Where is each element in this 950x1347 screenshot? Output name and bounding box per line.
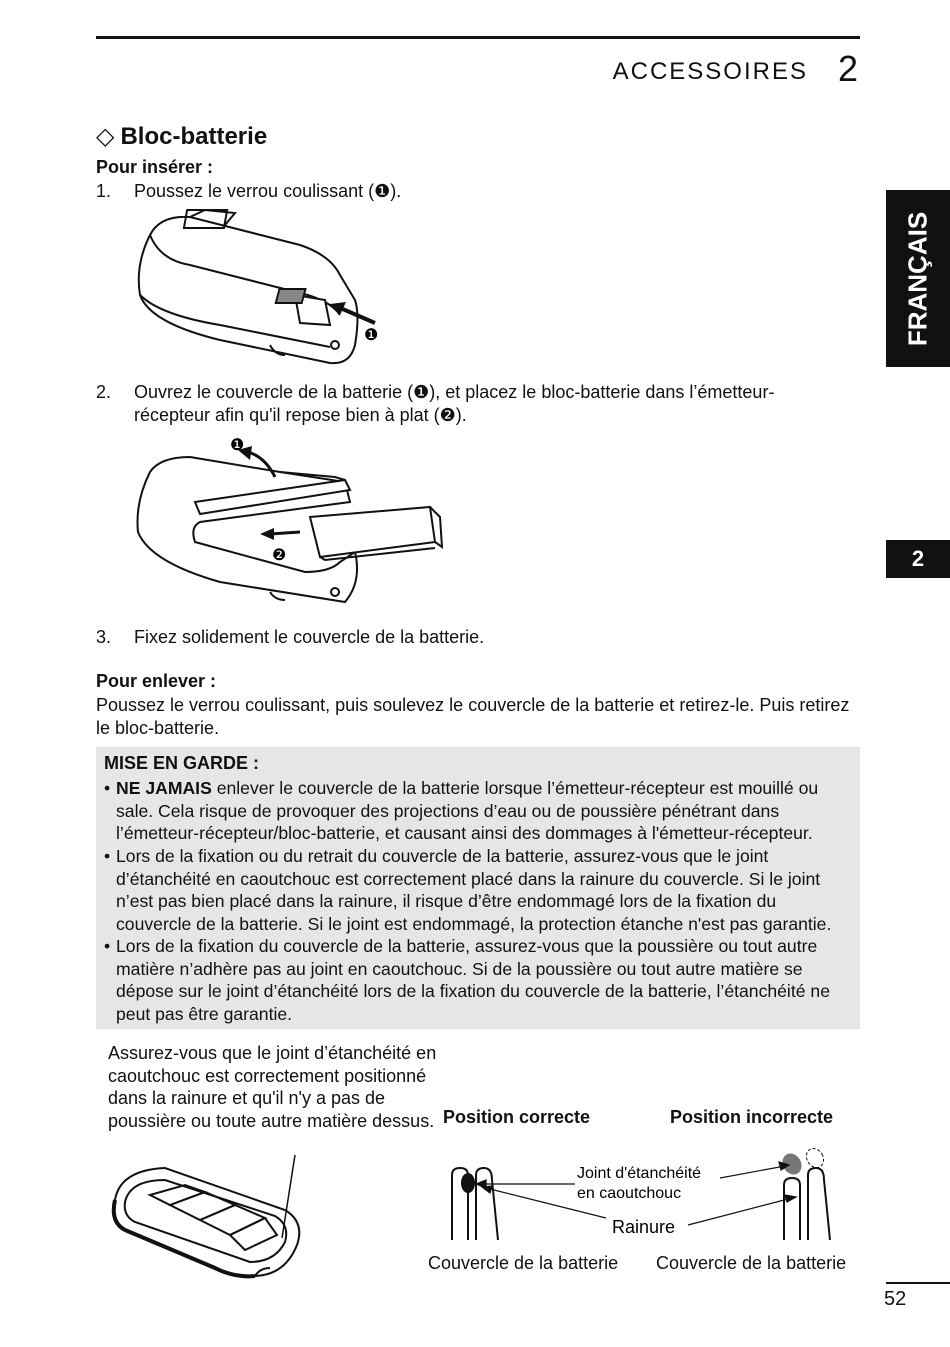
bullet-emphasis: NE JAMAIS — [116, 778, 212, 798]
battery-latch-illustration — [130, 205, 400, 375]
label-correct-position: Position correcte — [443, 1107, 591, 1127]
step-text: Ouvrez le couvercle de la batterie (❶), et placez le bloc-batterie dans l’émetteur-récepteur afin qu'il repose bien à plat (❷). — [134, 382, 775, 425]
page-number-rule — [886, 1282, 950, 1284]
bullet-text — [116, 777, 856, 845]
bullet-dot: • — [104, 778, 111, 798]
label-incorrect-position: Position incorrecte — [670, 1107, 834, 1127]
section-title-text: Bloc-batterie — [120, 123, 268, 150]
bullet-dot: • — [104, 936, 111, 956]
page-number: 52 — [884, 1288, 907, 1310]
header-rule — [96, 36, 860, 39]
bullet-dot: • — [104, 846, 111, 866]
step-number: 3. — [96, 627, 112, 647]
battery-cover-illustration — [105, 1150, 310, 1280]
diamond-icon: ◇ — [96, 123, 115, 150]
remove-heading: Pour enlever : — [96, 671, 217, 691]
step-number: 2. — [96, 382, 112, 402]
step-text: Fixez solidement le couvercle de la batterie. — [134, 627, 485, 647]
seal-position-diagram — [440, 1140, 860, 1250]
remove-text: Poussez le verrou coulissant, puis soulevez le couvercle de la batterie et retirez-le. Puis retirez le bloc-batterie. — [96, 695, 850, 738]
cover-label-left: Couvercle de la batterie — [428, 1253, 619, 1273]
chapter-tab: 2 — [886, 540, 950, 578]
groove-label: Rainure — [612, 1217, 676, 1237]
bullet-body: Lors de la fixation du couvercle de la batterie, assurez-vous que la poussière ou tout autre matière n’adhère pas au joint en caoutchouc. Si de la poussière ou tout autre matière se dépose sur le joint d’étanchéité lors de la fixation du couvercle de la batterie, l’étanchéité ne peut pas être garantie. — [116, 936, 830, 1024]
bullet-body: Lors de la fixation ou du retrait du couvercle de la batterie, assurez-vous que le joint d’étanchéité en caoutchouc est correctement placé dans la rainure du couvercle. Si le joint n’est pas bien placé dans la rainure, il risque d’être endommagé lors de la fixation du couvercle de la batterie. Si le joint est endommagé, la protection étanche n'est pas garantie. — [116, 846, 832, 934]
battery-insert-illustration — [130, 432, 450, 612]
insert-heading: Pour insérer : — [96, 157, 214, 177]
language-tab — [886, 190, 950, 367]
chapter-number: 2 — [837, 48, 858, 89]
callout-2: ❷ — [272, 545, 287, 564]
chapter-title: ACCESSOIRES — [612, 58, 808, 85]
bullet-body: enlever le couvercle de la batterie lorsque l’émetteur-récepteur est mouillé ou sale. Cela risque de provoquer des projections d’eau ou de poussière pénétrant dans l’émetteur-récepteur/bloc-batterie, et causant ainsi des dommages à l'émetteur-récepteur. — [116, 778, 819, 843]
language-tab-label: FRANÇAIS — [902, 211, 933, 346]
caution-title: MISE EN GARDE : — [104, 753, 260, 773]
step-number: 1. — [96, 181, 112, 201]
seal-label-line1: Joint d'étanchéité — [577, 1165, 702, 1182]
seal-label-line2: en caoutchouc — [577, 1185, 682, 1202]
callout-1: ❶ — [364, 325, 379, 344]
section-title — [96, 122, 267, 151]
callout-1: ❶ — [230, 435, 245, 454]
seal-note: Assurez-vous que le joint d’étanchéité en caoutchouc est correctement positionné dans la rainure et qu'il n'y a pas de poussière ou toute autre matière dessus. — [108, 1043, 437, 1131]
step-text: Poussez le verrou coulissant (❶). — [134, 181, 402, 201]
cover-label-right: Couvercle de la batterie — [656, 1253, 847, 1273]
